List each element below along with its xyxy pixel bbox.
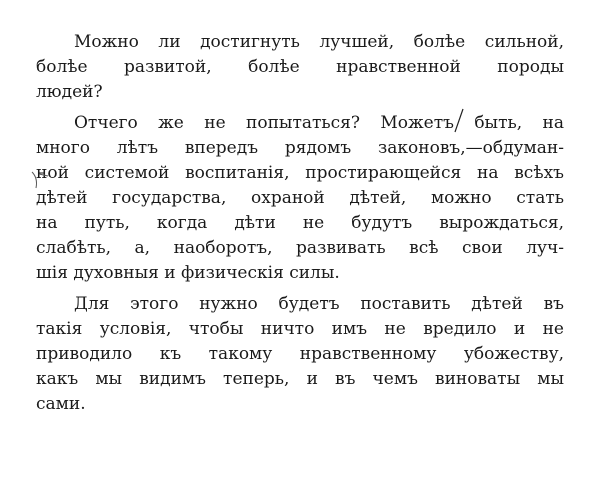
paragraph-2	[36, 111, 564, 286]
text-line: какъ мы видимъ теперь, и въ чемъ виноваты мы	[36, 369, 564, 389]
text-line: дѣтей государства, охраной дѣтей, можно стать	[36, 188, 564, 208]
text-line: шія духовныя и физическія силы.	[36, 263, 340, 283]
text-body	[36, 30, 564, 417]
text-line: такія условія, чтобы ничто имъ не вредило и не	[36, 319, 564, 339]
text-line: много лѣтъ впередъ рядомъ законовъ,—обдуман-	[36, 138, 564, 158]
text-line: людей?	[36, 82, 103, 102]
text-line: слабѣть, а, наоборотъ, развивать всѣ свои луч-	[36, 238, 564, 258]
text-line: болѣе развитой, болѣе нравственной породы	[36, 57, 564, 77]
text-line: Для этого нужно будетъ поставить дѣтей въ	[74, 294, 564, 314]
paragraph-3	[36, 292, 564, 417]
text-line: сами.	[36, 394, 86, 414]
text-line: приводило къ такому нравственному убожеству,	[36, 344, 564, 364]
text-line: Отчего же не попытаться? Можетъ быть, на	[74, 113, 564, 133]
text-line: Можно ли достигнуть лучшей, болѣе сильной,	[74, 32, 564, 52]
paragraph-1	[36, 30, 564, 105]
text-line: на путь, когда дѣти не будутъ вырождаться,	[36, 213, 564, 233]
text-line: ной системой воспитанія, простирающейся на всѣхъ	[36, 163, 564, 183]
